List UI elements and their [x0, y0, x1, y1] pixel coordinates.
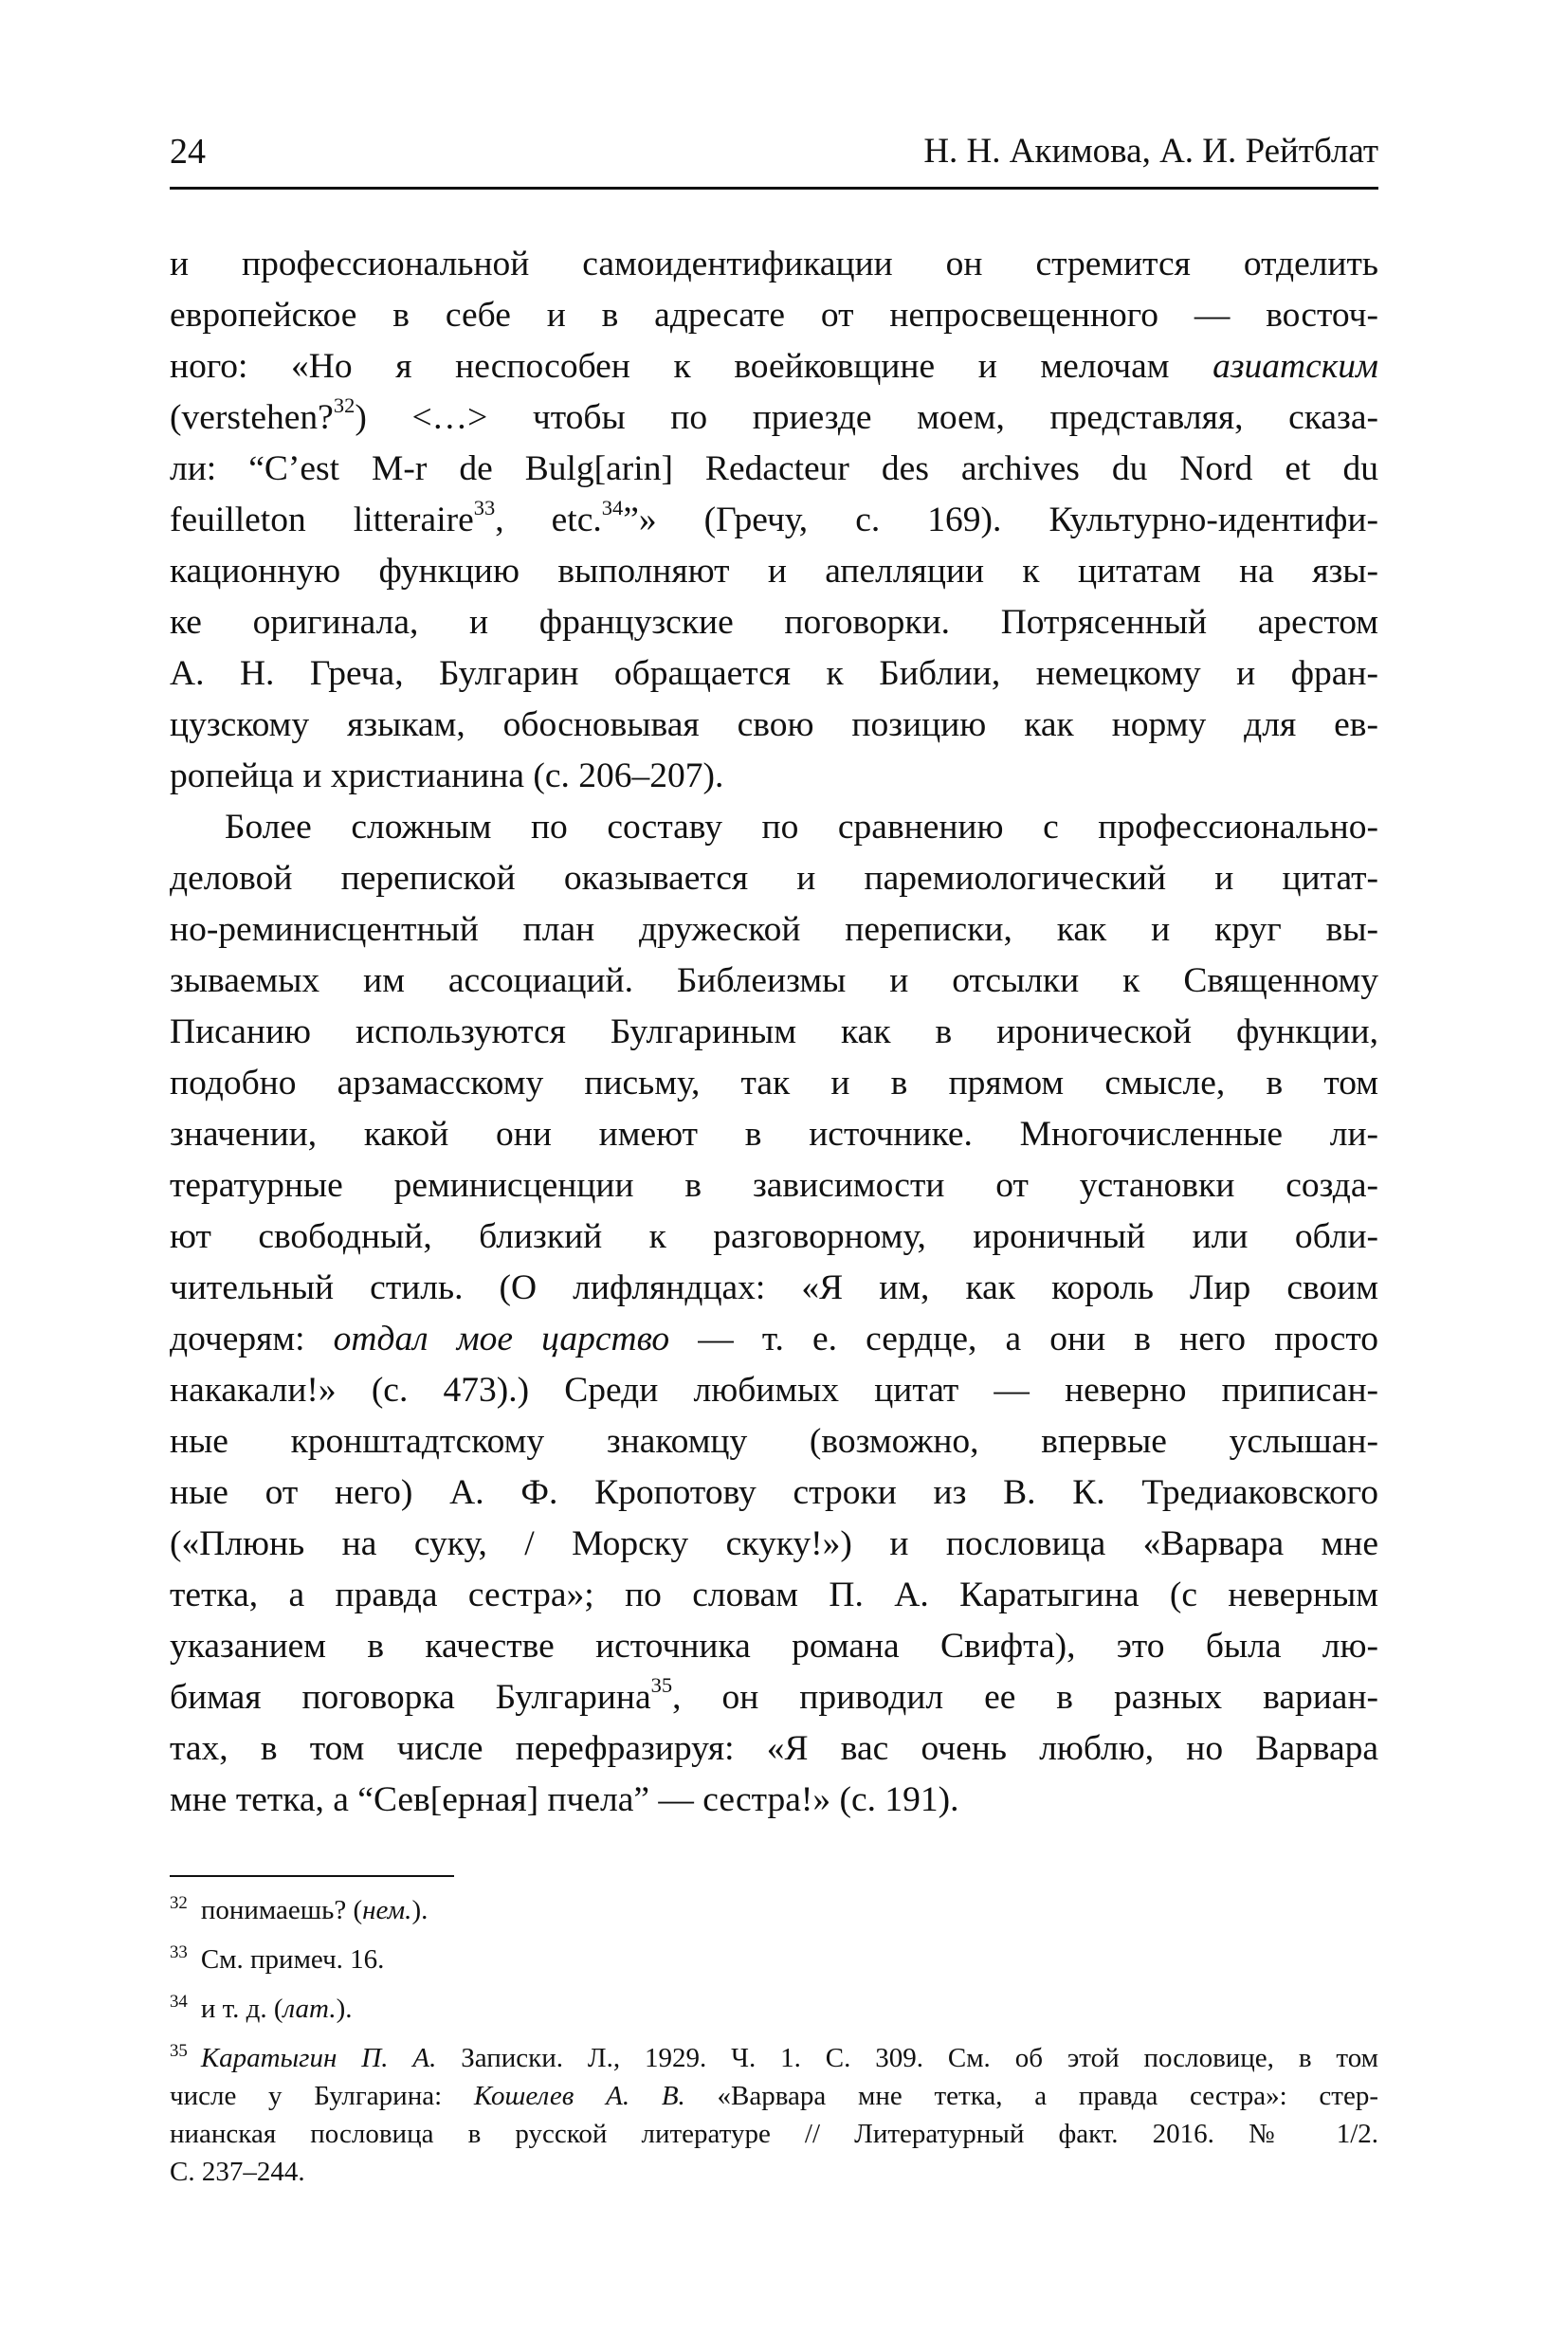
text-line: [170, 495, 1378, 546]
text-run: (verstehen?: [170, 398, 334, 437]
text-run: ные от него) А. Ф. Кропотову строки из В. К. Тредиаковского: [170, 1473, 1378, 1512]
italic-text: отдал мое царство: [333, 1320, 670, 1358]
text-line: [170, 1365, 1378, 1416]
text-run: зываемых им ассоциаций. Библеизмы и отсылки к Священному: [170, 961, 1378, 1000]
footnote-line: [170, 2115, 1378, 2153]
text-run: но-реминисцентный план дружеской переписки, как и круг вы-: [170, 910, 1378, 949]
footnote-line: [170, 2077, 1378, 2115]
text-run: , он приводил ее в разных вариан-: [672, 1678, 1379, 1717]
text-run: и т. д. (: [200, 1994, 283, 2024]
text-run: ли: “C’est M-r de Bulg[arin] Redacteur des archives du Nord et du: [170, 449, 1378, 488]
running-header: [170, 131, 1378, 174]
text-run: ропейца и христианина (с. 206–207).: [170, 756, 724, 795]
text-line: [170, 444, 1378, 495]
text-line: [170, 392, 1378, 444]
text-run: указанием в качестве источника романа Свифта), это была лю-: [170, 1627, 1378, 1666]
text-run: дочерям:: [170, 1320, 334, 1358]
text-run: ).: [336, 1994, 353, 2024]
text-line: [170, 1672, 1378, 1723]
text-run: ные кронштадтскому знакомцу (возможно, впервые услышан-: [170, 1422, 1378, 1461]
text-line: [170, 751, 1378, 802]
main-text: [170, 239, 1378, 1826]
text-line: [170, 290, 1378, 341]
text-run: ке оригинала, и французские поговорки. Потрясенный арестом: [170, 603, 1378, 642]
text-line: [170, 700, 1378, 751]
footnote-number: 34: [170, 1991, 188, 2012]
footnote-line: [170, 2039, 1378, 2077]
text-line: [170, 1570, 1378, 1621]
text-run: feuilleton litteraire: [170, 501, 474, 539]
italic-text: Кошелев А. В.: [473, 2081, 685, 2111]
text-run: Записки. Л., 1929. Ч. 1. С. 309. См. об этой пословице, в том: [436, 2043, 1378, 2073]
text-run: ют свободный, близкий к разговорному, ироничный или обли-: [170, 1217, 1378, 1256]
text-run: Писанию используются Булгариным как в иронической функции,: [170, 1012, 1378, 1051]
footnote-number: 35: [170, 2040, 188, 2061]
text-run: («Плюнь на суку, / Морску скуку!») и пословица «Варвара мне: [170, 1524, 1378, 1563]
text-run: тах, в том числе перефразируя: «Я вас очень люблю, но Варвара: [170, 1729, 1378, 1768]
text-run: — т. е. сердце, а они в него просто: [669, 1320, 1378, 1358]
text-run: тетка, а правда сестра»; по словам П. А. Каратыгина (с неверным: [170, 1576, 1378, 1614]
text-line: [170, 1212, 1378, 1263]
text-line: [170, 802, 1378, 853]
footnote-34: [170, 1990, 1378, 2028]
text-run: европейское в себе и в адресате от непросвещенного — восточ-: [170, 296, 1378, 335]
text-run: и профессиональной самоидентификации он стремится отделить: [170, 245, 1378, 283]
text-run: ) <…> чтобы по приезде моем, представляя, сказа-: [355, 398, 1378, 437]
footnotes: [170, 1891, 1378, 2202]
text-line: [170, 1109, 1378, 1160]
text-line: [170, 648, 1378, 700]
text-line: [170, 956, 1378, 1007]
text-line: [170, 1775, 1378, 1826]
footnote-35: [170, 2039, 1378, 2191]
text-run: понимаешь? (: [200, 1895, 363, 1925]
text-line: [170, 1314, 1378, 1365]
text-run: цузскому языкам, обосновывая свою позицию как норму для ев-: [170, 705, 1378, 744]
text-line: [170, 597, 1378, 648]
text-line: [170, 1007, 1378, 1058]
footnote-line: [170, 1941, 1378, 1978]
footnote-33: [170, 1941, 1378, 1978]
text-run: деловой перепиской оказывается и паремиологический и цитат-: [170, 859, 1378, 898]
text-run: См. примеч. 16.: [200, 1944, 385, 1975]
text-line: [170, 1160, 1378, 1212]
footnote-ref[interactable]: 34: [601, 496, 624, 520]
footnote-32: [170, 1891, 1378, 1929]
text-run: накакали!» (с. 473).) Среди любимых цитат — неверно приписан-: [170, 1371, 1378, 1410]
running-title: Н. Н. Акимова, А. И. Рейтблат: [923, 132, 1378, 171]
text-run: ”» (Гречу, с. 169). Культурно-идентифи-: [623, 501, 1378, 539]
text-run: тературные реминисценции в зависимости от установки созда-: [170, 1166, 1378, 1205]
footnote-ref[interactable]: 35: [650, 1673, 673, 1698]
text-line: [170, 1416, 1378, 1467]
text-run: мне тетка, а “Сев[ерная] пчела” — сестра!» (с. 191).: [170, 1780, 959, 1819]
text-line: [170, 1058, 1378, 1109]
italic-text: Каратыгин П. А.: [200, 2043, 437, 2073]
footnote-number: 32: [170, 1892, 188, 1913]
text-line: [170, 1621, 1378, 1672]
text-run: «Варвара мне тетка, а правда сестра»: стер-: [684, 2081, 1378, 2111]
italic-text: нем.: [362, 1895, 412, 1925]
footnote-number: 33: [170, 1941, 188, 1962]
text-run: кационную функцию выполняют и апелляции к цитатам на язы-: [170, 552, 1378, 591]
text-line: [170, 1519, 1378, 1570]
text-line: [170, 341, 1378, 392]
text-line: [170, 904, 1378, 956]
italic-text: лат.: [283, 1994, 337, 2024]
text-run: А. Н. Греча, Булгарин обращается к Библии, немецкому и фран-: [170, 654, 1378, 693]
italic-text: азиатским: [1212, 347, 1378, 386]
footnote-ref[interactable]: 32: [333, 393, 356, 418]
footnote-line: [170, 2153, 1378, 2191]
text-run: нианская пословица в русской литературе // Литературный факт. 2016. № 1/2.: [170, 2119, 1378, 2149]
text-line: [170, 1723, 1378, 1775]
text-run: бимая поговорка Булгарина: [170, 1678, 651, 1717]
text-line: [170, 853, 1378, 904]
header-rule: [170, 187, 1378, 190]
text-run: ).: [411, 1895, 428, 1925]
text-run: С. 237–244.: [170, 2157, 305, 2187]
text-run: чительный стиль. (О лифляндцах: «Я им, как король Лир своим: [170, 1268, 1378, 1307]
text-line: [170, 1467, 1378, 1519]
text-run: , etc.: [495, 501, 602, 539]
text-run: числе у Булгарина:: [170, 2081, 474, 2111]
text-line: [170, 1263, 1378, 1314]
footnote-ref[interactable]: 33: [473, 496, 496, 520]
footnote-line: [170, 1891, 1378, 1929]
footnote-separator: [170, 1875, 454, 1877]
text-run: ного: «Но я неспособен к воейковщине и мелочам: [170, 347, 1213, 386]
footnote-line: [170, 1990, 1378, 2028]
text-line: [170, 239, 1378, 290]
text-line: [170, 546, 1378, 597]
page-number: 24: [170, 132, 206, 172]
text-run: подобно арзамасскому письму, так и в прямом смысле, в том: [170, 1064, 1378, 1103]
text-run: Более сложным по составу по сравнению с профессионально-: [225, 808, 1378, 847]
text-run: значении, какой они имеют в источнике. Многочисленные ли-: [170, 1115, 1378, 1154]
